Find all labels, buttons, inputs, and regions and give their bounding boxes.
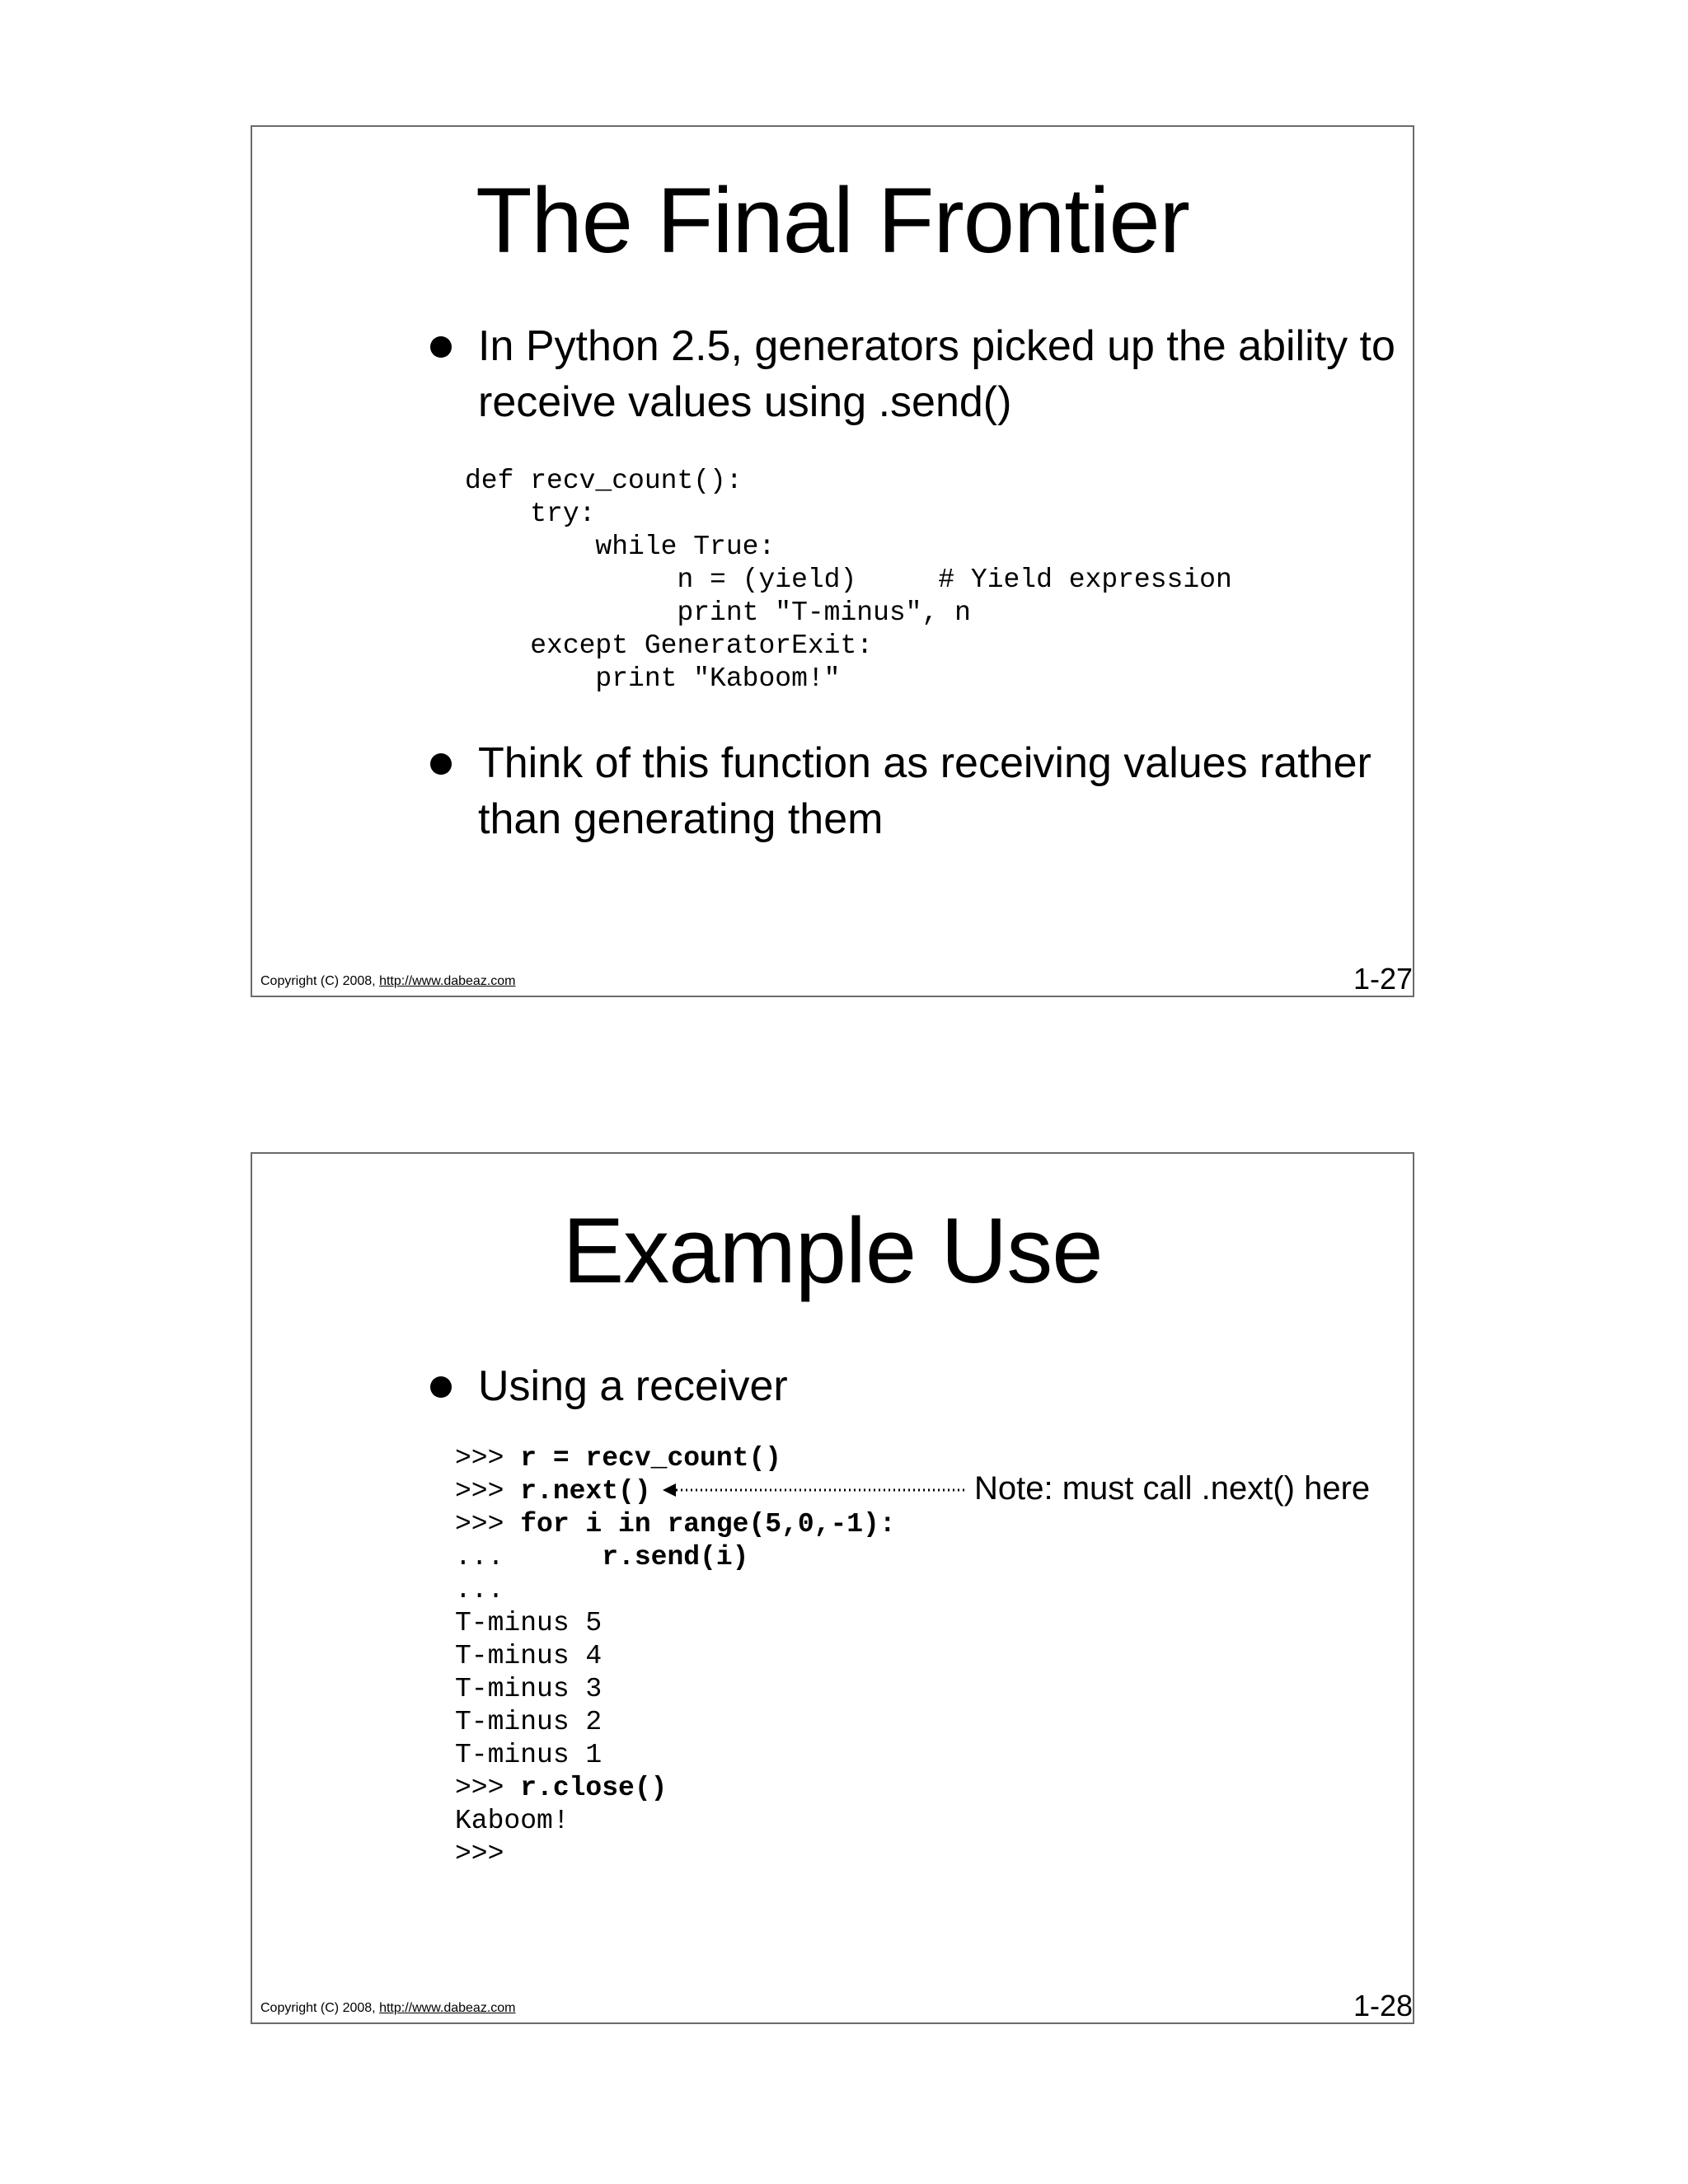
slide-1	[251, 125, 1414, 997]
code-line: T-minus 1	[455, 1740, 603, 1770]
code-block	[465, 465, 1232, 696]
code-line: Kaboom!	[455, 1806, 570, 1836]
code-line: ...	[455, 1575, 504, 1605]
footer-link[interactable]: http://www.dabeaz.com	[379, 974, 516, 988]
slide-2	[251, 1152, 1414, 2024]
bullet-item: In Python 2.5, generators picked up the ability to receive values using .send()	[430, 318, 1426, 430]
code-line: T-minus 5	[455, 1608, 603, 1638]
code-block	[455, 1442, 896, 1871]
code-line: print "T-minus", n	[465, 598, 971, 628]
code-line: T-minus 3	[455, 1674, 603, 1704]
code-line: print "Kaboom!"	[465, 663, 841, 694]
page-number: 1-27	[1353, 962, 1413, 996]
code-line: except GeneratorExit:	[465, 630, 874, 661]
copyright-text: Copyright (C) 2008,	[260, 974, 376, 988]
code-line: >>>	[455, 1839, 504, 1869]
code-line: >>> r.close()	[455, 1773, 668, 1803]
slide-footer	[260, 2001, 516, 2016]
code-line: while True:	[465, 532, 776, 562]
code-line: T-minus 4	[455, 1641, 603, 1671]
slide-title: The Final Frontier	[476, 169, 1189, 272]
code-line: try:	[465, 499, 596, 529]
callout-note: Note: must call .next() here	[974, 1470, 1371, 1507]
code-line: >>> r.next()	[455, 1476, 651, 1507]
code-line: >>> r = recv_count()	[455, 1443, 782, 1474]
code-line: def recv_count():	[465, 466, 743, 496]
code-line: T-minus 2	[455, 1707, 603, 1737]
bullet-item: Think of this function as receiving values rather than generating them	[430, 735, 1426, 847]
code-line: n = (yield) # Yield expression	[465, 565, 1232, 595]
copyright-text: Copyright (C) 2008,	[260, 2001, 376, 2015]
footer-link[interactable]: http://www.dabeaz.com	[379, 2001, 516, 2015]
code-line: ... r.send(i)	[455, 1542, 749, 1572]
bullet-item: Using a receiver	[430, 1358, 1426, 1414]
arrow-left-icon	[663, 1480, 968, 1500]
code-line: >>> for i in range(5,0,-1):	[455, 1509, 896, 1540]
slide-footer	[260, 974, 516, 989]
slide-title: Example Use	[562, 1199, 1103, 1302]
page-number: 1-28	[1353, 1989, 1413, 2022]
